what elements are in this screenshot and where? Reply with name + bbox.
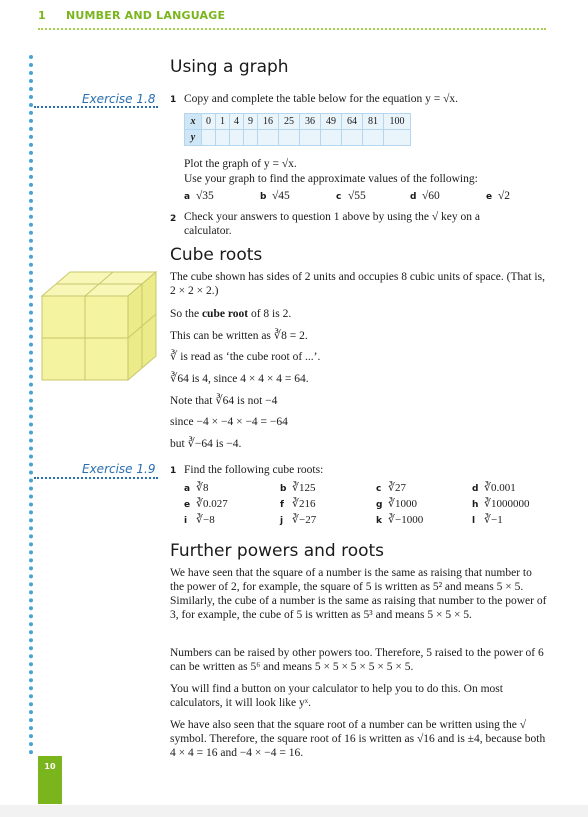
part-value: ∛−8 [196,514,215,526]
section-heading-using-a-graph: Using a graph [170,57,289,77]
part-label: i [184,516,188,526]
square-root-table [184,113,411,146]
table-cell: 64 [342,114,363,130]
exercise-label-1-9: Exercise 1.9 [82,462,156,476]
table-cell-empty [244,130,258,146]
table-cell: 9 [244,114,258,130]
question-text: Check your answers to question 1 above by using the √ key on a calculator. [184,211,480,237]
cube-root-definition [170,307,291,321]
table-cell-empty [300,130,321,146]
part-label: e [486,192,493,202]
table-cell: 0 [202,114,216,130]
list-item [280,513,376,526]
part-label: d [410,192,417,202]
powers-paragraph-2: Numbers can be raised by other powers too. Therefore, 5 raised to the power of 6 can be written as 5⁶ and means 5 × 5 × 5 × 5 × 5 × 5. [170,647,544,673]
list-item [184,497,280,510]
list-item [472,513,568,526]
part-value: ∛0.027 [196,498,228,510]
part-value: ∛−1 [484,514,503,526]
table-cell: 16 [258,114,279,130]
list-item [280,481,376,494]
cube-root-line: ∛ is read as ‘the cube root of ...’. [170,351,321,363]
list-item [472,481,568,494]
part-value: √35 [196,190,214,202]
section-heading-further-powers: Further powers and roots [170,541,385,561]
table-cell: 81 [363,114,384,130]
part-label: h [472,500,479,510]
section-heading-cube-roots: Cube roots [170,245,263,265]
question-number: 2 [170,214,177,224]
cube-root-line: Note that ∛64 is not −4 [170,395,278,407]
table-row [185,130,411,146]
table-cell-empty [321,130,342,146]
part-label: b [260,192,267,202]
part-value: ∛−27 [292,514,317,526]
part-value: ∛1000 [388,498,418,510]
powers-paragraph-3: You will find a button on your calculator to help you to do this. On most calculators, it will look like yˣ. [170,683,503,709]
part-label: d [472,484,479,494]
list-item [184,481,280,494]
cube-intro-paragraph: The cube shown has sides of 2 units and occupies 8 cubic units of space. (That is, 2 × 2 × 2.) [170,271,545,297]
part-value: ∛−1000 [388,514,424,526]
list-item [472,497,568,510]
table-cell-empty [384,130,411,146]
page-number: 10 [38,756,62,804]
list-item [376,497,472,510]
cube-root-parts [184,481,568,526]
part-value: ∛27 [388,482,407,494]
exercise-divider-1-8 [34,106,158,108]
footer-band [0,805,588,817]
header-divider [38,28,546,30]
table-cell-empty [230,130,244,146]
list-item [280,497,376,510]
part-label: b [280,484,287,494]
table-cell: 36 [300,114,321,130]
table-cell-empty [342,130,363,146]
question-text: Copy and complete the table below for the equation y = √x. [184,93,459,105]
list-item [376,481,472,494]
part-value: √60 [422,190,440,202]
cube-illustration [38,268,160,388]
table-header-y: y [185,130,202,146]
approx-instruction: Use your graph to find the approximate values of the following: [184,173,478,185]
question-number: 1 [170,466,177,476]
chapter-title: NUMBER AND LANGUAGE [66,9,226,22]
text-fragment: So the [170,308,202,320]
cube-root-line: ∛64 is 4, since 4 × 4 × 4 = 64. [170,373,309,385]
table-cell-empty [258,130,279,146]
part-label: c [336,192,342,202]
list-item [184,513,280,526]
part-value: √2 [498,190,511,202]
table-cell: 49 [321,114,342,130]
chapter-number: 1 [38,9,46,22]
table-cell-empty [279,130,300,146]
part-label: l [472,516,476,526]
part-label: j [280,516,284,526]
part-label: k [376,516,382,526]
table-cell: 100 [384,114,411,130]
table-cell-empty [363,130,384,146]
cube-root-line: This can be written as ∛8 = 2. [170,330,308,342]
part-label: e [184,500,191,510]
question-number: 1 [170,95,177,105]
table-cell: 1 [216,114,230,130]
powers-paragraph-4: We have also seen that the square root of a number can be written using the √ symbol. Therefore, the square root of 16 is written as √16 and is ±4, because both 4 × 4 = 16 and −4 × −4 = 16. [170,719,546,759]
part-value: ∛0.001 [484,482,516,494]
part-value: √55 [348,190,366,202]
part-label: c [376,484,382,494]
table-cell: 25 [279,114,300,130]
list-item [376,513,472,526]
side-margin-dots [29,55,33,755]
part-label: a [184,484,191,494]
powers-paragraph-1: We have seen that the square of a number is the same as raising that number to the power of 2, for example, the square of 5 is written as 5² and means 5 × 5. Similarly, the cube of a number is the same as raising that number to the power of 3, for example, the cube of 5 is written as 5³ and means 5 × 5 × 5. [170,567,547,621]
table-cell: 4 [230,114,244,130]
part-value: ∛216 [292,498,316,510]
part-label: g [376,500,383,510]
text-fragment: of 8 is 2. [248,308,292,320]
part-label: a [184,192,191,202]
table-cell-empty [202,130,216,146]
cube-root-line: since −4 × −4 × −4 = −64 [170,416,288,428]
exercise-label-1-8: Exercise 1.8 [82,92,156,106]
table-row [185,114,411,130]
bold-term: cube root [201,308,249,320]
part-value: √45 [272,190,290,202]
part-label: f [280,500,284,510]
table-header-x: x [185,114,202,130]
question-text: Find the following cube roots: [184,464,324,476]
table-cell-empty [216,130,230,146]
part-value: ∛8 [196,482,209,494]
cube-root-line: but ∛−64 is −4. [170,438,242,450]
exercise-divider-1-9 [34,477,158,479]
part-value: ∛1000000 [484,498,530,510]
plot-instruction: Plot the graph of y = √x. [184,158,297,170]
part-value: ∛125 [292,482,316,494]
